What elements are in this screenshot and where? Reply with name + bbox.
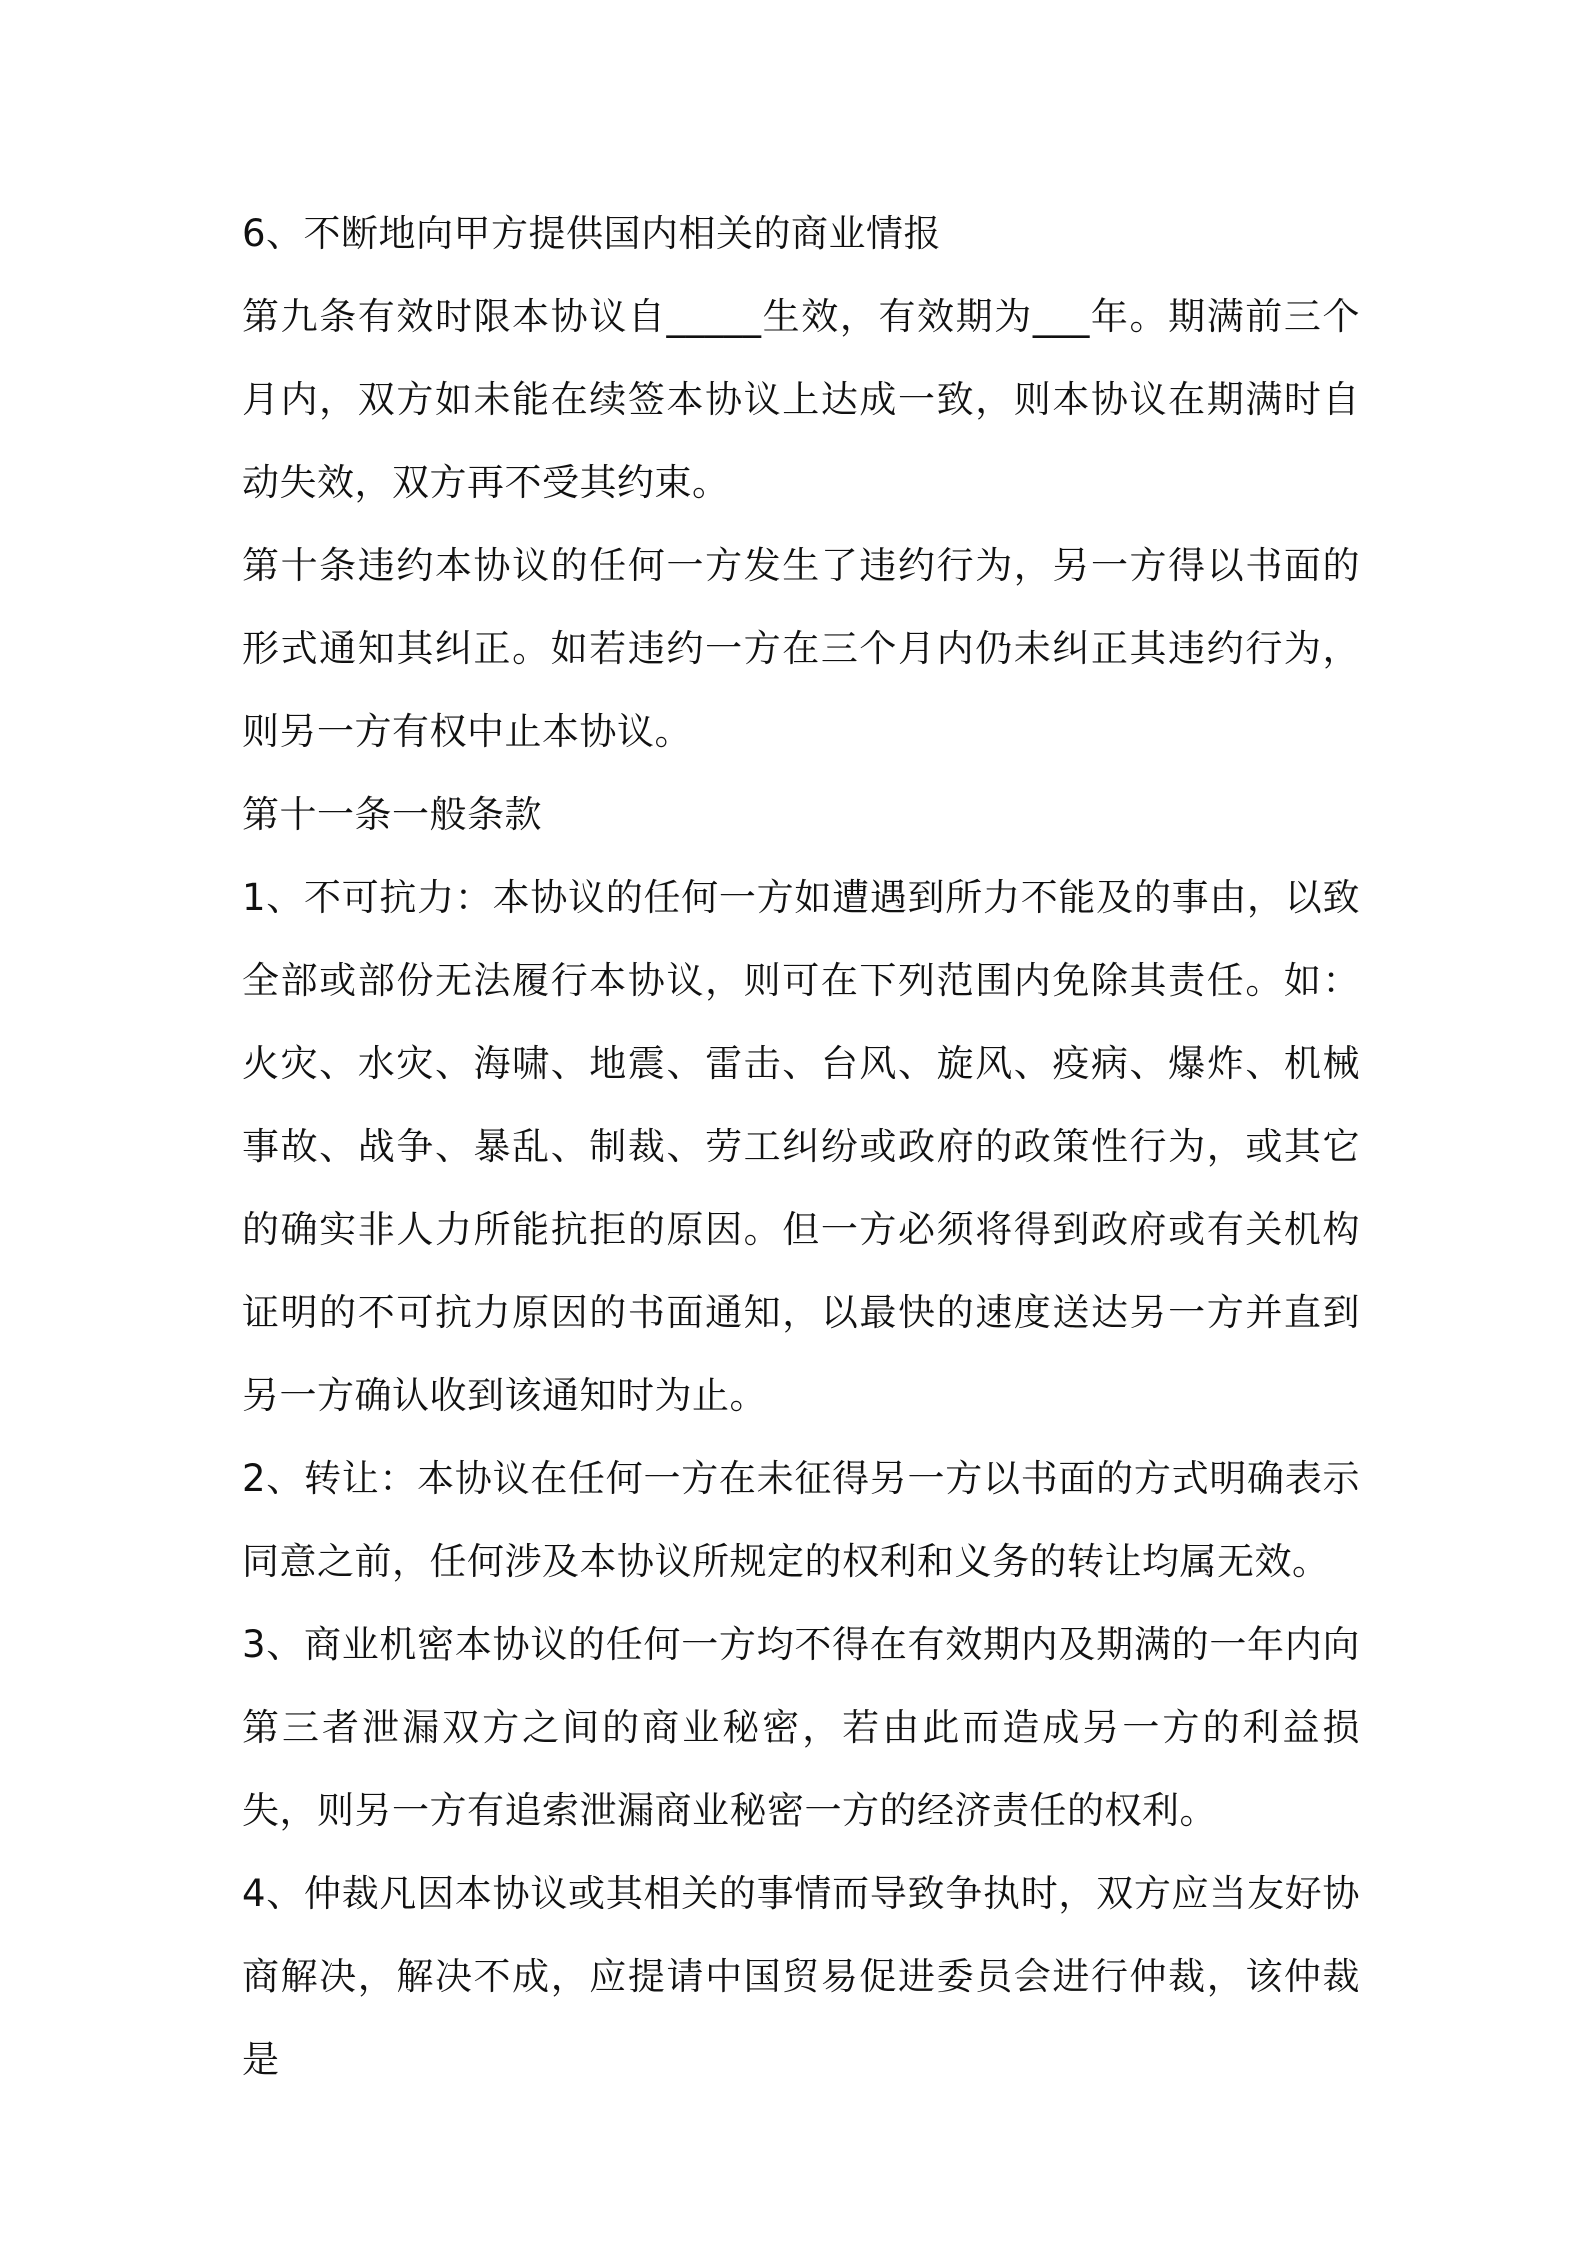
article-9-validity: 第九条有效时限本协议自_____生效，有效期为___年。期满前三个月内，双方如未能在续签本协议上达成一致，则本协议在期满时自动失效，双方再不受其约束。 <box>242 295 1360 504</box>
clause-force-majeure: 1、不可抗力：本协议的任何一方如遭遇到所力不能及的事由，以致全部或部份无法履行本协议，则可在下列范围内免除其责任。如：火灾、水灾、海啸、地震、雷击、台风、旋风、疫病、爆炸、机械事故、战争、暴乱、制裁、劳工纠纷或政府的政策性行为，或其它的确实非人力所能抗拒的原因。但一方必须将得到政府或有关机构证明的不可抗力原因的书面通知，以最快的速度送达另一方并直到另一方确认收到该通知时为止。 <box>242 876 1360 1417</box>
document-body <box>242 192 1360 2101</box>
article-10-breach: 第十条违约本协议的任何一方发生了违约行为，另一方得以书面的形式通知其纠正。如若违约一方在三个月内仍未纠正其违约行为，则另一方有权中止本协议。 <box>242 544 1360 753</box>
paragraph-item-6: 6、不断地向甲方提供国内相关的商业情报 <box>242 212 942 255</box>
article-11-heading: 第十一条一般条款 <box>242 793 542 836</box>
clause-arbitration: 4、仲裁凡因本协议或其相关的事情而导致争执时，双方应当友好协商解决，解决不成，应提请中国贸易促进委员会进行仲裁，该仲裁是 <box>242 1872 1360 2081</box>
clause-transfer: 2、转让：本协议在任何一方在未征得另一方以书面的方式明确表示同意之前，任何涉及本协议所规定的权利和义务的转让均属无效。 <box>242 1457 1360 1583</box>
clause-confidentiality: 3、商业机密本协议的任何一方均不得在有效期内及期满的一年内向第三者泄漏双方之间的商业秘密，若由此而造成另一方的利益损失，则另一方有追索泄漏商业秘密一方的经济责任的权利。 <box>242 1623 1360 1832</box>
